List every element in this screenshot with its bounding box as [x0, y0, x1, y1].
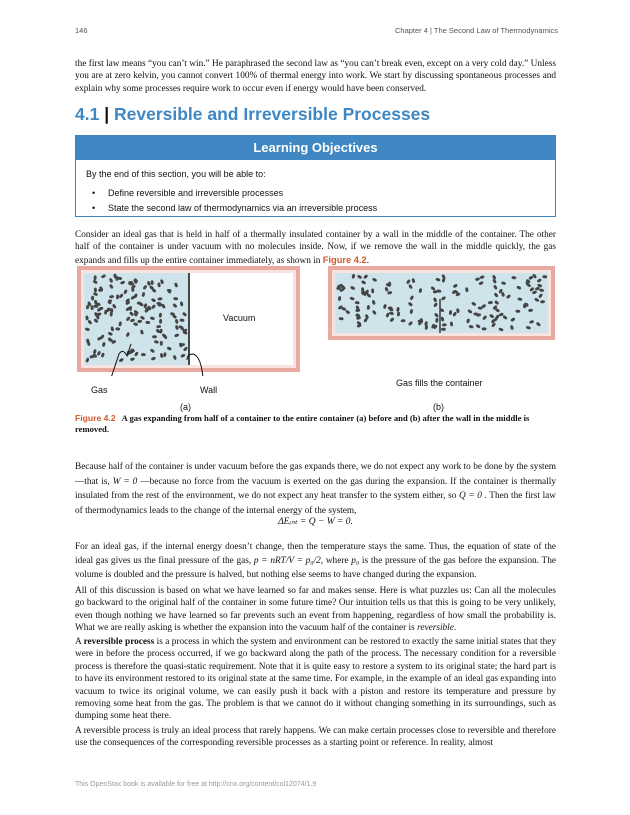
- vacuum-label: Vacuum: [223, 313, 256, 323]
- learning-objectives-intro: By the end of this section, you will be able to:: [86, 169, 266, 179]
- section-title-text: Reversible and Irreversible Processes: [113, 104, 431, 124]
- reversible-process-term: reversible process: [83, 637, 155, 647]
- figure-caption: [75, 413, 555, 435]
- paragraph-3-text-b: where: [323, 556, 352, 567]
- paragraph-4: [75, 585, 556, 635]
- paragraph-6: A reversible process is truly an ideal process that rarely happens. We can make certain processes close to reversible and therefore use the consequences of the corresponding reversible processes as a starting point or reference. In reality, almost: [75, 726, 556, 749]
- math-q-zero: Q = 0: [458, 491, 482, 502]
- paragraph-2-text-b: —because no force from the vacuum is exerted on the gas during the expansion. If the container is thermally insulated from the rest of the environment, we do not expect any heat transfer to the system either, so: [75, 476, 557, 502]
- caption-text: A gas expanding from half of a container to the entire container (a) before and (b) after the wall in the middle is removed.: [75, 413, 530, 434]
- paragraph-3-text-c: is the pressure of the gas before the expansion. The volume is doubled and the pressure is halved, but nothing else seems to have changed during the expansion.: [75, 556, 556, 581]
- paragraph-4-emphasis: reversible: [417, 623, 454, 634]
- paragraph-2: [75, 460, 556, 518]
- paragraph-1-end: .: [366, 255, 370, 266]
- math-p0: p₀: [351, 556, 360, 567]
- section-number: 4.1: [75, 104, 100, 124]
- math-w-zero: W = 0: [112, 476, 138, 487]
- chapter-header: Chapter 4 | The Second Law of Thermodynamics: [394, 26, 558, 35]
- paragraph-2-text-c: . Then the first law of thermodynamics leads to the change of the internal energy of the system,: [75, 491, 556, 516]
- learning-objectives-list: [92, 186, 377, 216]
- paragraph-2-text-a: Because half of the container is under vacuum before the gas expands there, we do not expect any work to be done by the system—that is,: [75, 462, 556, 487]
- paragraph-1-text: Consider an ideal gas that is held in half of a thermally insulated container by a wall in the middle of the container. The other half of the container is under vacuum with no molecules inside. Now, if we remove the wall in the middle quickly, the gas expands and fills up the entire container immediately, as shown in: [75, 230, 556, 266]
- learning-objectives-heading: Learning Objectives: [76, 136, 555, 160]
- gas-molecule: [160, 341, 163, 346]
- gas-molecule: [482, 327, 487, 330]
- internal-energy-equation: ΔEᵢₙₜ = Q − W = 0.: [278, 517, 353, 527]
- paragraph-5-text: is a process in which the system and environment can be restored to exactly the same initial states that they were in before the process occurred, if we go backward along the path of the process. The necessary condition for a reversible process is therefore the quasi-static requirement. Note that it is quite easy to restore a system to its original state; the hard part is to have its environment restored to its original state at the same time. For example, in the example of an ideal gas expanding into vacuum to twice its original volume, we can easily push it back with a piston and restore its temperature and pressure by removing some heat from the gas. The problem is that we cannot do it without changing something in its surroundings, such as dumping some heat there.: [75, 637, 556, 722]
- paragraph-3-text-a: For an ideal gas, if the internal energy doesn’t change, then the temperature stays the same. Thus, the equation of state of the ideal gas gives us the final pressure of the gas,: [75, 542, 556, 567]
- wall-label: Wall: [200, 385, 218, 395]
- intro-paragraph: the first law means “you can’t win.” He paraphrased the second law as “you can’t break even, except on a very cold day.” Unless you are at zero kelvin, you cannot convert 100% of thermal energy into work. We start by discussing spontaneous processes and explain why some processes require work to occur even if energy would have been conserved.: [75, 59, 556, 94]
- learning-objectives-box: [75, 135, 556, 217]
- section-title: [75, 104, 430, 125]
- gas-region-b: [335, 273, 548, 333]
- figure-illustration: [75, 266, 556, 376]
- paragraph-5: [75, 636, 556, 723]
- learning-objective-item: • Define reversible and irreversible processes: [92, 186, 377, 201]
- gas-fills-label: Gas fills the container: [396, 378, 483, 388]
- paragraph-5-pre: A: [75, 637, 84, 647]
- panel-a-label: (a): [180, 402, 191, 412]
- footer: This OpenStax book is available for free at http://cnx.org/content/col12074/1.9: [75, 781, 317, 788]
- section-separator: |: [104, 104, 110, 124]
- paragraph-1: [75, 229, 556, 267]
- gas-label: Gas: [91, 385, 108, 395]
- paragraph-4-end: .: [453, 623, 457, 634]
- panel-b-label: (b): [433, 402, 444, 412]
- learning-objective-item: • State the second law of thermodynamics via an irreversible process: [92, 201, 377, 216]
- page-number: 146: [75, 26, 88, 35]
- figure-4-2: [75, 266, 556, 416]
- caption-number: Figure 4.2: [75, 413, 116, 423]
- figure-link[interactable]: Figure 4.2: [322, 254, 367, 265]
- math-pressure: p = nRT/V = p₀/2,: [253, 556, 324, 567]
- paragraph-4-text: All of this discussion is based on what we have learned so far and makes sense. Here is what puzzles us: Can all the molecules go backward to the original half of the container in some future time? Our intuition tells us that this is going to be very unlikely, even though nothing we have learned so far prevents such an event from happening, regardless of how small the probability is. What we are really asking is whether the expansion into the vacuum half of the container is: [75, 586, 556, 634]
- paragraph-3: [75, 540, 556, 583]
